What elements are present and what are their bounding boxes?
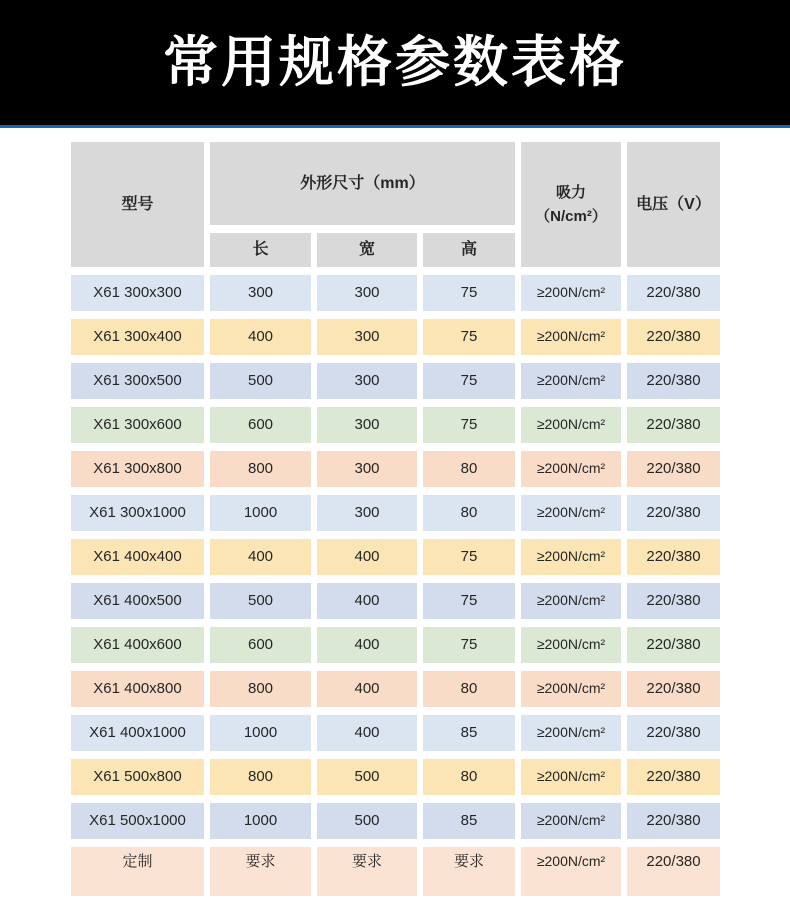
width-cell: 400: [317, 583, 417, 619]
voltage-cell: 220/380: [627, 451, 720, 487]
suction-cell: ≥200N/cm²: [521, 627, 621, 663]
suction-cell: ≥200N/cm²: [521, 759, 621, 795]
spec-table: [71, 142, 790, 896]
model-cell: 定制: [71, 847, 204, 896]
length-cell: 800: [210, 451, 311, 487]
width-cell: 300: [317, 451, 417, 487]
width-cell: 300: [317, 407, 417, 443]
length-cell: 要求: [210, 847, 311, 896]
model-cell: X61 500x800: [71, 759, 204, 795]
voltage-cell: 220/380: [627, 363, 720, 399]
length-cell: 400: [210, 539, 311, 575]
suction-cell: ≥200N/cm²: [521, 451, 621, 487]
height-cell: 75: [423, 539, 515, 575]
length-cell: 800: [210, 759, 311, 795]
header-height: 高: [423, 233, 515, 267]
suction-cell: ≥200N/cm²: [521, 319, 621, 355]
model-cell: X61 300x600: [71, 407, 204, 443]
width-cell: 400: [317, 671, 417, 707]
suction-cell: ≥200N/cm²: [521, 803, 621, 839]
height-cell: 85: [423, 715, 515, 751]
length-cell: 600: [210, 407, 311, 443]
header-model: 型号: [71, 142, 204, 267]
model-cell: X61 400x400: [71, 539, 204, 575]
suction-cell: ≥200N/cm²: [521, 407, 621, 443]
height-cell: 75: [423, 319, 515, 355]
header-voltage: 电压（V）: [627, 142, 720, 267]
header-suction: [521, 142, 621, 267]
voltage-cell: 220/380: [627, 275, 720, 311]
voltage-cell: 220/380: [627, 407, 720, 443]
height-cell: 75: [423, 275, 515, 311]
length-cell: 400: [210, 319, 311, 355]
height-cell: 75: [423, 583, 515, 619]
suction-cell: ≥200N/cm²: [521, 275, 621, 311]
height-cell: 80: [423, 671, 515, 707]
length-cell: 800: [210, 671, 311, 707]
header-width: 宽: [317, 233, 417, 267]
width-cell: 要求: [317, 847, 417, 896]
model-cell: X61 300x400: [71, 319, 204, 355]
suction-cell: ≥200N/cm²: [521, 363, 621, 399]
height-cell: 要求: [423, 847, 515, 896]
height-cell: 75: [423, 407, 515, 443]
voltage-cell: 220/380: [627, 803, 720, 839]
height-cell: 80: [423, 451, 515, 487]
suction-cell: ≥200N/cm²: [521, 583, 621, 619]
voltage-cell: 220/380: [627, 495, 720, 531]
banner: [0, 0, 790, 125]
suction-cell: ≥200N/cm²: [521, 715, 621, 751]
length-cell: 1000: [210, 495, 311, 531]
voltage-cell: 220/380: [627, 847, 720, 896]
model-cell: X61 300x1000: [71, 495, 204, 531]
model-cell: X61 400x1000: [71, 715, 204, 751]
voltage-cell: 220/380: [627, 627, 720, 663]
model-cell: X61 300x300: [71, 275, 204, 311]
model-cell: X61 400x800: [71, 671, 204, 707]
width-cell: 300: [317, 275, 417, 311]
length-cell: 1000: [210, 715, 311, 751]
header-suction-line1: 吸力: [555, 183, 586, 201]
width-cell: 500: [317, 803, 417, 839]
suction-cell: ≥200N/cm²: [521, 671, 621, 707]
width-cell: 400: [317, 627, 417, 663]
model-cell: X61 400x600: [71, 627, 204, 663]
height-cell: 75: [423, 627, 515, 663]
model-cell: X61 300x500: [71, 363, 204, 399]
height-cell: 80: [423, 495, 515, 531]
suction-cell: ≥200N/cm²: [521, 847, 621, 896]
length-cell: 600: [210, 627, 311, 663]
voltage-cell: 220/380: [627, 319, 720, 355]
width-cell: 500: [317, 759, 417, 795]
width-cell: 300: [317, 363, 417, 399]
suction-cell: ≥200N/cm²: [521, 495, 621, 531]
voltage-cell: 220/380: [627, 539, 720, 575]
height-cell: 80: [423, 759, 515, 795]
voltage-cell: 220/380: [627, 759, 720, 795]
voltage-cell: 220/380: [627, 583, 720, 619]
header-suction-line2: （N/cm²）: [535, 207, 607, 225]
voltage-cell: 220/380: [627, 715, 720, 751]
model-cell: X61 500x1000: [71, 803, 204, 839]
width-cell: 300: [317, 319, 417, 355]
width-cell: 300: [317, 495, 417, 531]
header-dimensions: 外形尺寸（mm）: [210, 142, 515, 225]
suction-cell: ≥200N/cm²: [521, 539, 621, 575]
model-cell: X61 300x800: [71, 451, 204, 487]
length-cell: 500: [210, 363, 311, 399]
model-cell: X61 400x500: [71, 583, 204, 619]
width-cell: 400: [317, 539, 417, 575]
width-cell: 400: [317, 715, 417, 751]
length-cell: 500: [210, 583, 311, 619]
voltage-cell: 220/380: [627, 671, 720, 707]
page-title: 常用规格参数表格: [162, 31, 627, 93]
height-cell: 85: [423, 803, 515, 839]
header-length: 长: [210, 233, 311, 267]
length-cell: 1000: [210, 803, 311, 839]
banner-underline: [0, 125, 790, 128]
height-cell: 75: [423, 363, 515, 399]
length-cell: 300: [210, 275, 311, 311]
